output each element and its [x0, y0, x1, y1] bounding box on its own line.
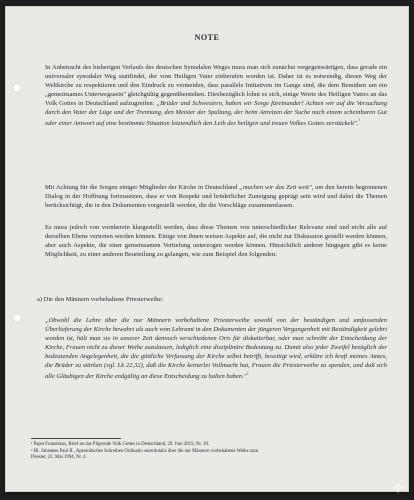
punch-hole	[13, 314, 21, 322]
paragraph-1-text: In Anbetracht des bisherigen Verlaufs des deutschen Synodalen Weges muss man sich zunächst vergegenwärtigen, dass gerade ein universaler synodaler Weg stattfindet, der vom Heiligen Vater einberufen worden ist. Daher ist es notwendig, diesen Weg der Weltkirche zu respektieren und den Eindruck zu vermeiden, dass parallele Initiativen im Gange sind, die dem Bemühen um ein „gemeinsames Unterwegssein" gleichgültig gegenüberstehen. Diesbezüglich lohnt es sich, einige Worte des Heiligen Vaters an das Volk Gottes in Deutschland aufzugreifen:	[45, 64, 387, 107]
footnote-divider	[31, 438, 121, 439]
paragraph-2	[45, 184, 387, 211]
punch-hole	[13, 84, 21, 92]
quote-text: „Obwohl die Lehre über die nur Männern vorbehaltene Priesterweihe sowohl von der beständigen und umfassenden Überlieferung der Kirche bewahrt als auch vom Lehramt in den Dokumenten der jüngeren Vergangenheit mit Beständigkeit gelehrt worden ist, hält man sie in unserer Zeit dennoch verschiedenen Orts für diskutierbar, oder man schreibt der Entscheidung der Kirche, Frauen nicht zu dieser Weihe zuzulassen, lediglich eine disziplinäre Bedeutung zu. Damit also jeder Zweifel bezüglich der bedeutenden Angelegenheit, die die göttliche Verfassung der Kirche selbst betrifft, beseitigt wird, erkläre ich kraft meines Amtes, die Brüder zu stärken (vgl. Lk 22,32), daß die Kirche keinerlei Vollmacht hat, Frauen die Priesterweihe zu spenden, und daß sich alle Gläubigen der Kirche endgültig an diese Entscheidung zu halten haben."	[45, 317, 387, 381]
paragraph-2-text-end: , um den bereits begonnenen Dialog in der Hoffnung fortzusetzen, dass er von Respekt und brüderlicher Zuneigung geprägt sein wird und dabei die Themen berücksichtigt, die in den Dokumenten vorgestellt werden, die die Vorschläge zusammenfassen.	[45, 184, 388, 209]
footnote-ref-2: ²	[246, 371, 249, 378]
footnote-1: ¹ Papst Franziskus, Brief an das Pilgernde Volk Gottes in Deutschland, 29. Juni 2019, Nr. 10.	[31, 442, 210, 447]
footnote-2-continued: Priester, 22. Mai 1994, Nr. 4.	[31, 455, 87, 460]
section-heading-a: a) Die den Männern vorbehaltene Priesterweihe:	[37, 296, 164, 303]
sparkle-icon: ✦	[390, 478, 406, 498]
paragraph-3: Es muss jedoch von vornherein klargestellt werden, dass diese Themen von unterschiedlicher Relevanz sind und nicht alle auf derselben Ebene vertreten werden können. Einige von ihnen weisen Aspekte auf, die nicht zur Diskussion gestellt werden können, aber auch Aspekte, die einer gemeinsamen Vertiefung unterzogen werden können. Hinsichtlich anderer hingegen gibt es keine Möglichkeit, zu einer anderen Beurteilung zu gelangen, wie zum Beispiel den folgenden:	[45, 224, 387, 258]
quote-block	[45, 317, 387, 383]
footnote-ref-1: ¹	[358, 118, 361, 125]
paragraph-1-quote: „Brüder und Schwestern, haben wir Sorge füreinander! Achten wir auf die Versuchung durch den Vater der Lüge und der Trennung, den Meister der Spaltung, der beim Anreizen der Suche nach einem scheinbaren Gut oder einer Antwort auf eine bestimmte Situation letztendlich den Leib des heiligen und treuen Volkes Gottes zerstückelt".	[45, 99, 388, 128]
paragraph-1	[45, 64, 387, 130]
document-page	[5, 6, 409, 492]
page-title: NOTE	[194, 33, 220, 42]
paragraph-2-quote: „machen wir das Zeit weit"	[239, 184, 312, 191]
footnote-2: ² Hl. Johannes Paul II., Apostolisches Schreiben Ordinatio sacerdotalis über die nur Männern vorbehaltene Weihe zum	[31, 449, 259, 454]
paragraph-2-text: Mit Achtung für die Sorgen einiger Mitglieder der Kirche in Deutschland	[45, 184, 240, 191]
